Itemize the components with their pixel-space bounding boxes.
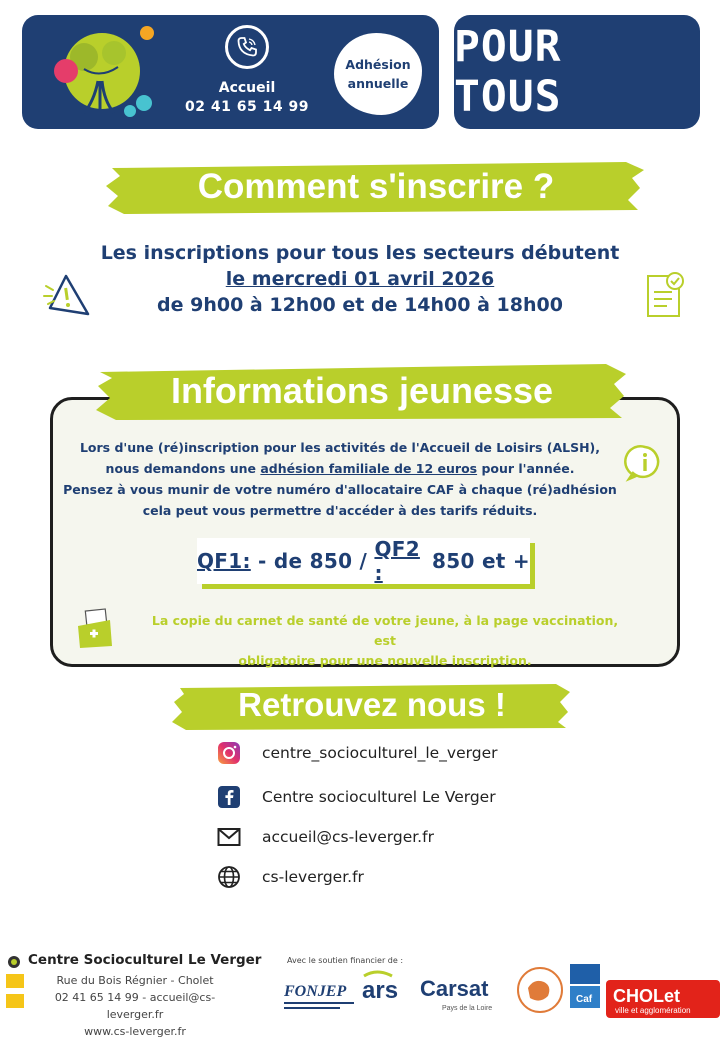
- document-check-icon: [645, 270, 687, 320]
- alsh-line4: cela peut vous permettre d'accéder à des tarifs réduits.: [142, 503, 538, 518]
- facebook-page: Centre socioculturel Le Verger: [262, 788, 496, 806]
- phone-block: [172, 25, 322, 117]
- inscription-info: [60, 240, 660, 318]
- header-contact-panel: [22, 15, 439, 129]
- quotient-familial-box: [197, 538, 530, 584]
- alsh-line2: [60, 458, 620, 479]
- pour-tous-title: POUR TOUS: [454, 22, 562, 122]
- adhesion-line1: Adhésion: [345, 57, 411, 72]
- instagram-row[interactable]: [216, 740, 497, 766]
- adhesion-badge: [334, 33, 422, 115]
- alsh-line1: Lors d'une (ré)inscription pour les activités de l'Accueil de Loisirs (ALSH),: [79, 440, 601, 455]
- facebook-row[interactable]: [216, 784, 496, 810]
- section3-title: Retrouvez nous !: [238, 686, 506, 723]
- inscription-line1: Les inscriptions pour tous les secteurs débutent: [100, 242, 620, 264]
- instagram-handle: centre_socioculturel_le_verger: [262, 744, 498, 762]
- fonjep-logo: [283, 983, 354, 1009]
- fonjep-text: FONJEP: [284, 983, 347, 1000]
- adhesion-line2: annuelle: [347, 76, 409, 91]
- alsh-info-text: [60, 437, 620, 521]
- soutien-label: Avec le soutien financier de :: [287, 956, 404, 965]
- inscription-date: le mercredi 01 avril 2026: [225, 268, 495, 290]
- section1-title: Comment s'inscrire ?: [197, 167, 555, 206]
- alsh-line3: Pensez à vous munir de votre numéro d'allocataire CAF à chaque (ré)adhésion: [63, 482, 617, 497]
- carsat-logo: [420, 976, 492, 1012]
- website-url: cs-leverger.fr: [262, 868, 364, 886]
- qf2-value: 850 et +: [424, 549, 530, 573]
- pour-tous-panel: [454, 15, 700, 129]
- verger-tree-logo-icon: [44, 21, 154, 125]
- info-icon: [626, 444, 664, 482]
- accueil-label: Accueil: [218, 80, 276, 96]
- caf-text: Caf: [576, 994, 593, 1005]
- instagram-icon: [216, 740, 242, 766]
- footer-web: www.cs-leverger.fr: [84, 1025, 186, 1038]
- health-kit-icon: [76, 608, 114, 650]
- facebook-icon: [216, 784, 242, 810]
- carsat-text: Carsat: [420, 976, 489, 1001]
- adhesion-amount: adhésion familiale de 12 euros: [260, 461, 478, 476]
- footer-logo-icon: [4, 954, 26, 1014]
- comment-sinscrire-banner: [106, 158, 646, 216]
- ars-logo: [362, 972, 398, 1004]
- carsat-sub: Pays de la Loire: [442, 1005, 493, 1012]
- footer-center-name: Centre Socioculturel Le Verger: [28, 952, 262, 968]
- qf2-label: QF2 :: [374, 537, 420, 585]
- carnet-line2: obligatoire pour une nouvelle inscription.: [238, 653, 532, 668]
- footer-contact: 02 41 65 14 99 - accueil@cs-leverger.fr: [54, 991, 216, 1021]
- mail-icon: [216, 824, 242, 850]
- retrouvez-nous-banner: [172, 680, 572, 732]
- informations-jeunesse-banner: [96, 360, 628, 422]
- qf1-label: QF1:: [197, 549, 251, 573]
- phone-icon: [225, 25, 269, 69]
- email-row[interactable]: [216, 824, 434, 850]
- ars-text: ars: [362, 977, 399, 1004]
- email-address: accueil@cs-leverger.fr: [262, 828, 434, 846]
- carnet-line1: La copie du carnet de santé de votre jeune, à la page vaccination, est: [151, 613, 619, 648]
- qf1-value: - de 850 /: [250, 549, 375, 573]
- accueil-phone: 02 41 65 14 99: [185, 99, 309, 115]
- footer-address-block: [30, 972, 240, 1040]
- cholet-sub: ville et agglomération: [615, 1006, 691, 1015]
- carnet-sante-text: [140, 611, 630, 671]
- footer-address: Rue du Bois Régnier - Cholet: [56, 974, 214, 987]
- alsh-line2-end: pour l'année.: [477, 461, 575, 476]
- section2-title: Informations jeunesse: [170, 370, 554, 411]
- website-row[interactable]: [216, 864, 364, 890]
- caf-logo: [568, 964, 602, 1014]
- cholet-text: CHOLet: [613, 986, 680, 1006]
- partner-logos: [282, 964, 722, 1022]
- inscription-hours: de 9h00 à 12h00 et de 14h00 à 18h00: [157, 294, 563, 316]
- conference-logo: [518, 968, 562, 1012]
- globe-icon: [216, 864, 242, 890]
- cholet-logo: [606, 980, 720, 1018]
- alsh-line2-start: nous demandons une: [105, 461, 261, 476]
